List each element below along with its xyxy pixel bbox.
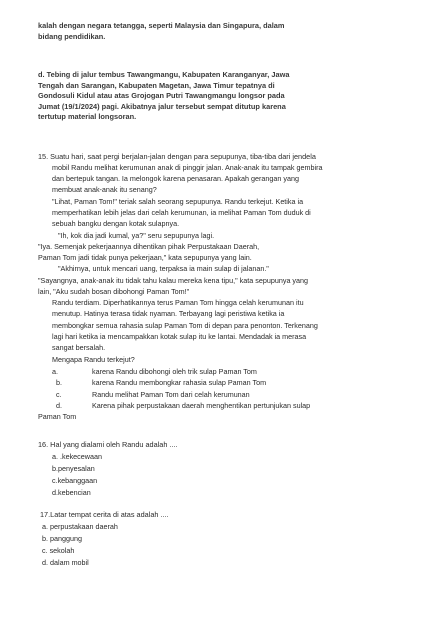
story-line: lagi hari ketika ia mencampakkan kotak sulap itu ke lantai. Mendadak ia merasa — [52, 332, 307, 341]
story-line: "Lihat, Paman Tom!" teriak salah seorang sepupunya. Randu terkejut. Ketika ia — [52, 197, 304, 206]
story-line: membongkar semua rahasia sulap Paman Tom di depan para penonton. Terkenang — [52, 321, 318, 330]
option-text: Karena pihak perpustakaan daerah menghentikan pertunjukan sulap — [92, 401, 311, 410]
story-line: "Ih, kok dia jadi kumal, ya?" seru sepupunya lagi. — [58, 231, 215, 240]
option-letter: a. — [52, 367, 58, 376]
question-15-prompt: Mengapa Randu terkejut? — [52, 355, 135, 364]
paragraph-line: Jumat (19/1/2024) pagi. Akibatnya jalur tersebut sempat ditutup karena — [38, 101, 286, 111]
story-line: membuat anak-anak itu senang? — [52, 185, 157, 194]
question-17-stem: 17.Latar tempat cerita di atas adalah .... — [40, 510, 169, 519]
answer-option[interactable]: a. perpustakaan daerah — [42, 522, 118, 531]
story-line: sebuah bangku dengan kotak sulapnya. — [52, 219, 180, 228]
option-text: karena Randu membongkar rahasia sulap Paman Tom — [92, 378, 267, 387]
story-line: "Akhirnya, untuk mencari uang, terpaksa ia main sulap di jalanan." — [58, 264, 269, 273]
option-text-continuation: Paman Tom — [38, 412, 77, 421]
option-d-paragraph — [0, 70, 428, 123]
answer-option[interactable]: c. sekolah — [42, 546, 75, 555]
option-letter: c. — [56, 390, 62, 399]
story-line: sangat bersalah. — [52, 343, 106, 352]
story-line: dan bertepuk tangan. Ia melongok karena penasaran. Apakah gerangan yang — [52, 174, 299, 183]
question-16-stem: 16. Hal yang dialami oleh Randu adalah .... — [38, 440, 178, 449]
story-line: menutup. Hatinya terasa tidak nyaman. Terbayang lagi peristiwa ketika ia — [52, 309, 285, 318]
paragraph-line: Tengah dan Sarangan, Kabupaten Magetan, Jawa Timur tepatnya di — [38, 80, 275, 90]
answer-option[interactable]: a. .kekecewaan — [52, 452, 102, 461]
option-text: Randu melihat Paman Tom dari celah kerumunan — [92, 390, 250, 399]
top-paragraph — [0, 21, 428, 42]
paragraph-line: kalah dengan negara tetangga, seperti Malaysia dan Singapura, dalam — [38, 21, 285, 30]
answer-option[interactable]: d.kebencian — [52, 488, 91, 497]
paragraph-line: bidang pendidikan. — [38, 31, 106, 41]
option-letter: d. — [56, 401, 62, 410]
story-line: "Iya. Semenjak pekerjaannya dihentikan pihak Perpustakaan Daerah, — [38, 242, 260, 251]
story-line: lain, "Aku sudah bosan dibohongi Paman Tom!" — [38, 287, 190, 296]
option-text: karena Randu dibohongi oleh trik sulap Paman Tom — [92, 367, 257, 376]
answer-option[interactable]: d. dalam mobil — [42, 558, 89, 567]
story-line: mobil Randu melihat kerumunan anak di pinggir jalan. Anak-anak itu tampak gembira — [52, 163, 323, 172]
story-line: memperhatikan lebih jelas dari celah kerumunan, ia melihat Paman Tom duduk di — [52, 208, 311, 217]
answer-option[interactable]: b. panggung — [42, 534, 82, 543]
paragraph-line: d. Tebing di jalur tembus Tawangmangu, Kabupaten Karanganyar, Jawa — [38, 70, 290, 79]
story-line: Paman Tom jadi tidak punya pekerjaan," kata sepupunya yang lain. — [38, 253, 252, 262]
option-letter: b. — [56, 378, 62, 387]
answer-option[interactable]: b.penyesalan — [52, 464, 95, 473]
story-line: Randu terdiam. Diperhatikannya terus Paman Tom hingga celah kerumunan itu — [52, 298, 304, 307]
story-line: "Sayangnya, anak-anak itu tidak tahu kalau mereka kena tipu," kata sepupunya yang — [38, 276, 309, 285]
paragraph-line: tertutup material longsoran. — [38, 112, 137, 122]
paragraph-line: Gondosuli Kidul atau atas Grojogan Putri Tawangmangu longsor pada — [38, 91, 285, 101]
question-15-stem: 15. Suatu hari, saat pergi berjalan-jalan dengan para sepupunya, tiba-tiba dari jendela — [38, 152, 316, 161]
answer-option[interactable]: c.kebanggaan — [52, 476, 98, 485]
